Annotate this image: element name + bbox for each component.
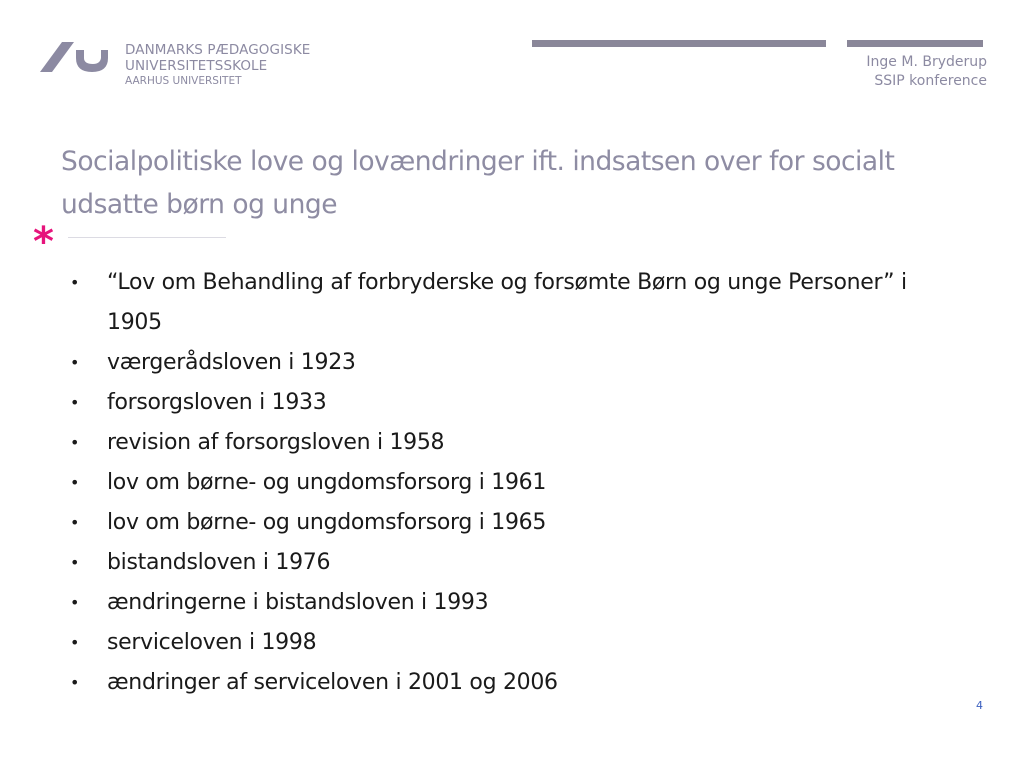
list-item: • “Lov om Behandling af forbryderske og forsømte Børn og unge Personer” i 1905 bbox=[70, 263, 950, 343]
organization-name bbox=[125, 43, 310, 87]
list-item: • ændringer af serviceloven i 2001 og 2006 bbox=[70, 663, 950, 703]
event-name: SSIP konference bbox=[874, 73, 987, 89]
law-list bbox=[70, 263, 950, 703]
list-item: • revision af forsorgsloven i 1958 bbox=[70, 423, 950, 463]
asterisk-marker: * bbox=[33, 219, 54, 265]
title-divider bbox=[68, 237, 226, 238]
org-name-line-3: AARHUS UNIVERSITET bbox=[125, 74, 242, 87]
org-name-line-2: UNIVERSITETSSKOLE bbox=[125, 57, 268, 74]
list-item: • værgerådsloven i 1923 bbox=[70, 343, 950, 383]
author-name: Inge M. Bryderup bbox=[866, 54, 987, 70]
list-item: • ændringerne i bistandsloven i 1993 bbox=[70, 583, 950, 623]
page-number: 4 bbox=[976, 699, 983, 712]
list-item: • lov om børne- og ungdomsforsorg i 1965 bbox=[70, 503, 950, 543]
list-item: • bistandsloven i 1976 bbox=[70, 543, 950, 583]
au-logo-icon bbox=[40, 40, 108, 74]
list-item: • serviceloven i 1998 bbox=[70, 623, 950, 663]
org-name-line-1: DANMARKS PÆDAGOGISKE bbox=[125, 42, 311, 58]
list-item: • forsorgsloven i 1933 bbox=[70, 383, 950, 423]
list-item: • lov om børne- og ungdomsforsorg i 1961 bbox=[70, 463, 950, 503]
author-block bbox=[866, 53, 987, 91]
header-bar-left bbox=[532, 40, 826, 47]
slide-title: Socialpolitiske love og lovændringer ift. indsatsen over for socialt udsatte børn og unge bbox=[61, 146, 895, 220]
header-bar-right bbox=[847, 40, 983, 47]
